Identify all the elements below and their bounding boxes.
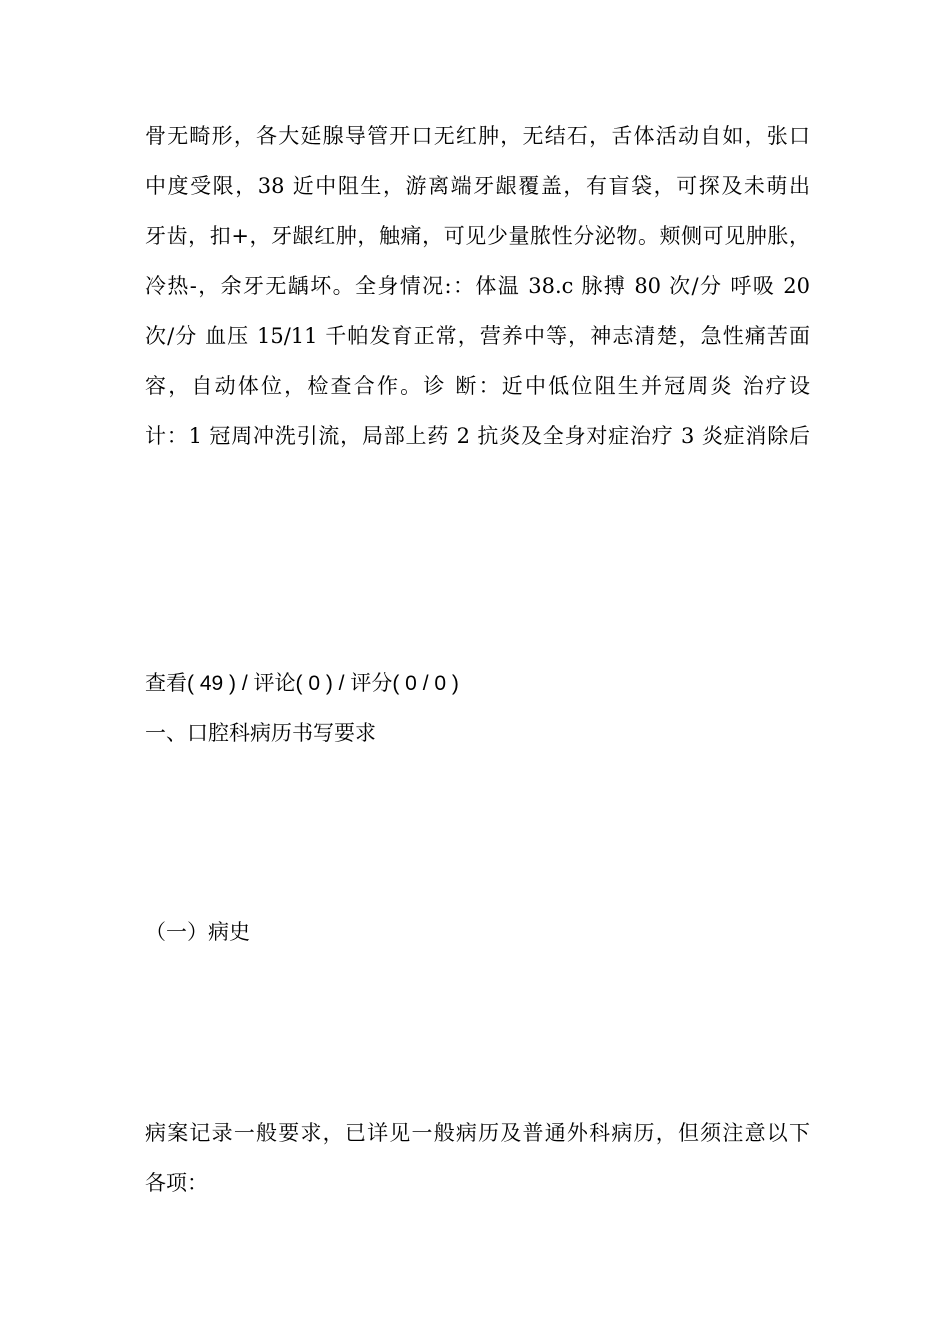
paragraph-line: 容，自动体位，检查合作。诊 断：近中低位阻生并冠周炎 治疗设: [145, 374, 810, 398]
article-stats: 查看( 49 ) / 评论( 0 ) / 评分( 0 / 0 ): [145, 672, 459, 695]
paragraph-line: 中度受限，38 近中阻生，游离端牙龈覆盖，有盲袋，可探及未萌出: [145, 174, 810, 198]
subsection-heading: （一）病史: [145, 920, 250, 944]
section-heading: 一、口腔科病历书写要求: [145, 721, 376, 745]
paragraph-line: 各项：: [145, 1171, 208, 1195]
paragraph-line: 牙齿，扣+，牙龈红肿，触痛，可见少量脓性分泌物。颊侧可见肿胀，: [145, 224, 810, 248]
paragraph-line: 冷热-，余牙无龋坏。全身情况:：体温 38.c 脉搏 80 次/分 呼吸 20: [145, 274, 810, 298]
paragraph-line: 计：1 冠周冲洗引流，局部上药 2 抗炎及全身对症治疗 3 炎症消除后: [145, 424, 810, 448]
paragraph-line: 病案记录一般要求，已详见一般病历及普通外科病历，但须注意以下: [145, 1121, 810, 1145]
paragraph-line: 骨无畸形，各大延腺导管开口无红肿，无结石，舌体活动自如，张口: [145, 124, 810, 148]
paragraph-line: 次/分 血压 15/11 千帕发育正常，营养中等，神志清楚，急性痛苦面: [145, 324, 810, 348]
